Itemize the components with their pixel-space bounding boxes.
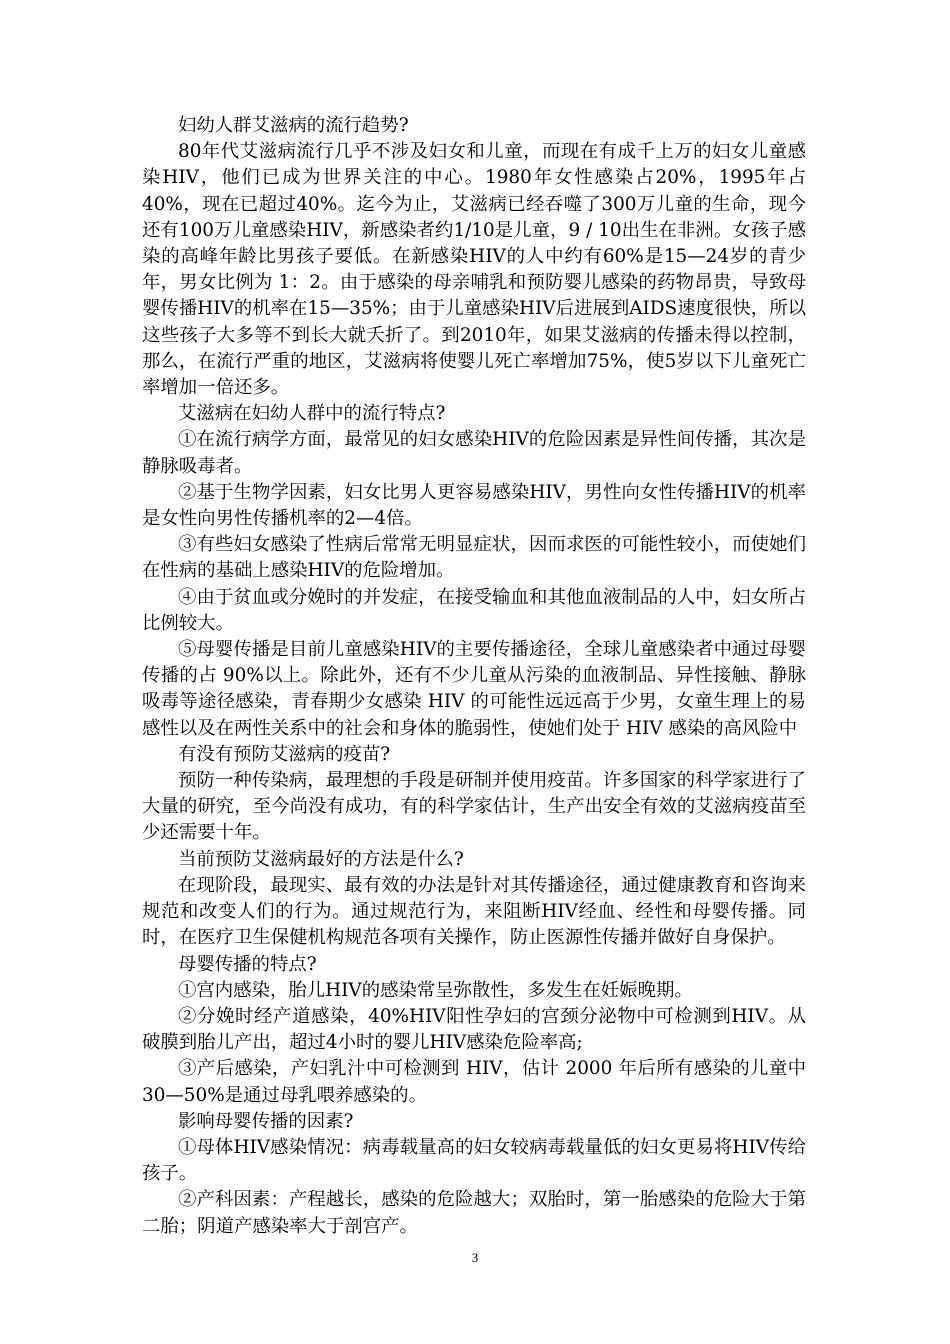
heading-factors: 影响母婴传播的因素? [178,1110,354,1132]
heading-mother-child: 母婴传播的特点? [178,953,317,975]
paragraph-point-1: ①在流行病学方面，最常见的妇女感染HIV的危险因素是异性间传播，其次是静脉吸毒者。 [142,429,806,477]
heading-prevention: 当前预防艾滋病最好的方法是什么? [178,848,464,870]
paragraph-factor-2: ②产科因素：产程越长，感染的危险越大；双胎时，第一胎感染的危险大于第二胎；阴道产感染率大于剖宫产。 [142,1189,806,1237]
paragraph-point-4: ④由于贫血或分娩时的并发症，在接受输血和其他血液制品的人中，妇女所占比例较大。 [142,586,806,634]
heading-vaccine: 有没有预防艾滋病的疫苗? [178,743,391,765]
paragraph-factor-1: ①母体HIV感染情况：病毒载量高的妇女较病毒载量低的妇女更易将HIV传给孩子。 [142,1136,806,1185]
paragraph-mc-2: ②分娩时经产道感染，40%HIV阳性孕妇的宫颈分泌物中可检测到HIV。从破膜到胎儿产出，超过4小时的婴儿HIV感染危险率高; [142,1005,806,1054]
page-number: 3 [471,1250,479,1265]
heading-characteristics: 艾滋病在妇幼人群中的流行特点? [178,403,446,425]
heading-trend: 妇幼人群艾滋病的流行趋势? [178,115,409,136]
paragraph-point-2: ②基于生物学因素，妇女比男人更容易感染HIV，男性向女性传播HIV的机率是女性向男性传播机率的2—4倍。 [142,481,806,530]
paragraph-mc-3: ③产后感染，产妇乳汁中可检测到 HIV，估计 2000 年后所有感染的儿童中30—50%是通过母乳喂养感染的。 [142,1058,806,1106]
body-text [142,113,806,1240]
paragraph-vaccine: 预防一种传染病，最理想的手段是研制并使用疫苗。许多国家的科学家进行了大量的研究，至今尚没有成功，有的科学家估计，生产出安全有效的艾滋病疫苗至少还需要十年。 [142,770,806,844]
paragraph-point-5: ⑤母婴传播是目前儿童感染HIV的主要传播途径，全球儿童感染者中通过母婴传播的占 90%以上。除此外，还有不少儿童从污染的血液制品、异性接触、静脉吸毒等途径感染，青春期少女感染 HIV 的可能性远远高于少男，女童生理上的易感性以及在两性关系中的社会和身体的脆弱性，使她们处于 HIV 感染的高风险中 [142,639,806,739]
paragraph-prevention: 在现阶段，最现实、最有效的办法是针对其传播途径，通过健康教育和咨询来规范和改变人们的行为。通过规范行为，来阻断HIV经血、经性和母婴传播。同时，在医疗卫生保健机构规范各项有关操作，防止医源性传播并做好自身保护。 [142,874,806,949]
paragraph-trend: 80年代艾滋病流行几乎不涉及妇女和儿童，而现在有成千上万的妇女儿童感染HIV，他们已成为世界关注的中心。1980年女性感染占20%，1995年占40%，现在已超过40%。迄今为止，艾滋病已经吞噬了300万儿童的生命，现今还有100万儿童感染HIV，新感染者约1/10是儿童，9 / 10出生在非洲。女孩子感染的高峰年龄比男孩子要低。在新感染HIV的人中约有60%是15—24岁的青少年，男女比例为 1：2。由于感染的母亲哺乳和预防婴儿感染的药物昂贵，导致母婴传播HIV的机率在15—35%；由于儿童感染HIV后进展到AIDS速度很快，所以这些孩子大多等不到长大就夭折了。到2010年，如果艾滋病的传播未得以控制，那么，在流行严重的地区，艾滋病将使婴儿死亡率增加75%，使5岁以下儿童死亡率增加一倍还多。 [142,141,806,399]
paragraph-mc-1: ①宫内感染，胎儿HIV的感染常呈弥散性，多发生在妊娠晚期。 [178,979,693,1001]
paragraph-point-3: ③有些妇女感染了性病后常常无明显症状，因而求医的可能性较小，而使她们在性病的基础上感染HIV的危险增加。 [142,534,806,582]
